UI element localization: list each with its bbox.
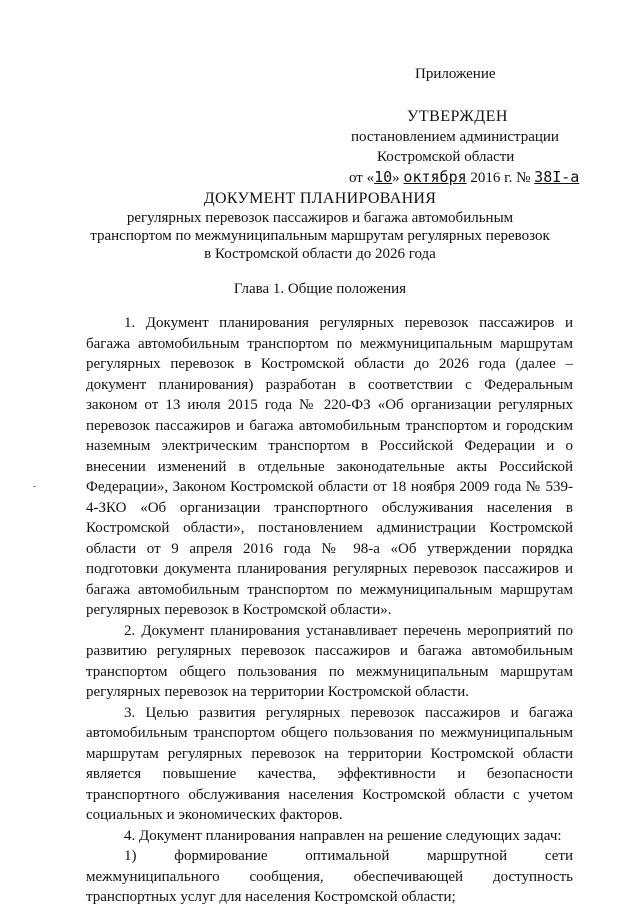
document-number: 38I-а: [534, 168, 580, 186]
paragraph-3: 3. Целью развития регулярных перевозок пассажиров и багажа автомобильным транспортом общего пользования по межмуниципальным маршрутам регулярных перевозок на территории Костромской области является повышение качества, эффективности и безопасности транспортного обслуживания населения Костромской области с учетом социальных и экономических факторов.: [86, 704, 573, 823]
approval-date-line: [349, 167, 599, 188]
document-subtitle-2: транспортом по межмуниципальным маршрутам регулярных перевозок: [90, 228, 550, 244]
approval-line-1: постановлением администрации: [351, 129, 559, 145]
appendix-label: Приложение: [415, 66, 496, 82]
document-subtitle-3: в Костромской области до 2026 года: [204, 246, 436, 262]
date-day: 10: [374, 168, 393, 186]
date-month: октября: [403, 168, 467, 186]
approval-block: [349, 64, 599, 188]
paragraph-4: 4. Документ планирования направлен на решение следующих задач:: [124, 827, 562, 844]
paragraph-4-item-1: 1) формирование оптимальной маршрутной сети межмуниципального сообщения, обеспечивающей доступность транспортных услуг для населения Костромской области;: [86, 848, 573, 905]
paragraph-1: 1. Документ планирования регулярных перевозок пассажиров и багажа автомобильным транспортом по межмуниципальным маршрутам регулярных перевозок в Костромской области до 2026 года (далее – документ планирования) разработан в соответствии с Федеральным законом от 13 июля 2015 года № 220-ФЗ «Об организации регулярных перевозок пассажиров и багажа автомобильным транспортом и городским наземным электрическим транспортом в Российской Федерации и о внесении изменений в отдельные законодательные акты Российской Федерации», Законом Костромской области от 18 ноября 2009 года № 539-4-ЗКО «Об организации транспортного обслуживания населения в Костромской области», постановлением администрации Костромской области от 9 апреля 2016 года № 98-а «Об утверждении порядка подготовки документа планирования регулярных перевозок пассажиров и багажа автомобильным транспортом по межмуниципальным маршрутам регулярных перевозок в Костромской области».: [86, 315, 573, 618]
paragraph-2: 2. Документ планирования устанавливает перечень мероприятий по развитию регулярных перевозок пассажиров и багажа автомобильным транспортом общего пользования по межмуниципальным маршрутам регулярных перевозок на территории Костромской области.: [86, 622, 573, 700]
document-title-block: [70, 190, 570, 263]
date-year: 2016 г. №: [466, 170, 535, 186]
scan-mark: [33, 486, 36, 487]
document-subtitle-1: регулярных перевозок пассажиров и багажа автомобильным: [126, 210, 514, 226]
approved-label: УТВЕРЖДЕН: [407, 108, 508, 125]
approval-line-2: Костромской области: [377, 149, 515, 165]
document-title: ДОКУМЕНТ ПЛАНИРОВАНИЯ: [203, 190, 437, 207]
chapter-heading: Глава 1. Общие положения: [233, 281, 407, 297]
date-mid: »: [392, 170, 404, 186]
date-prefix: от «: [349, 170, 375, 186]
document-body: [86, 313, 573, 908]
